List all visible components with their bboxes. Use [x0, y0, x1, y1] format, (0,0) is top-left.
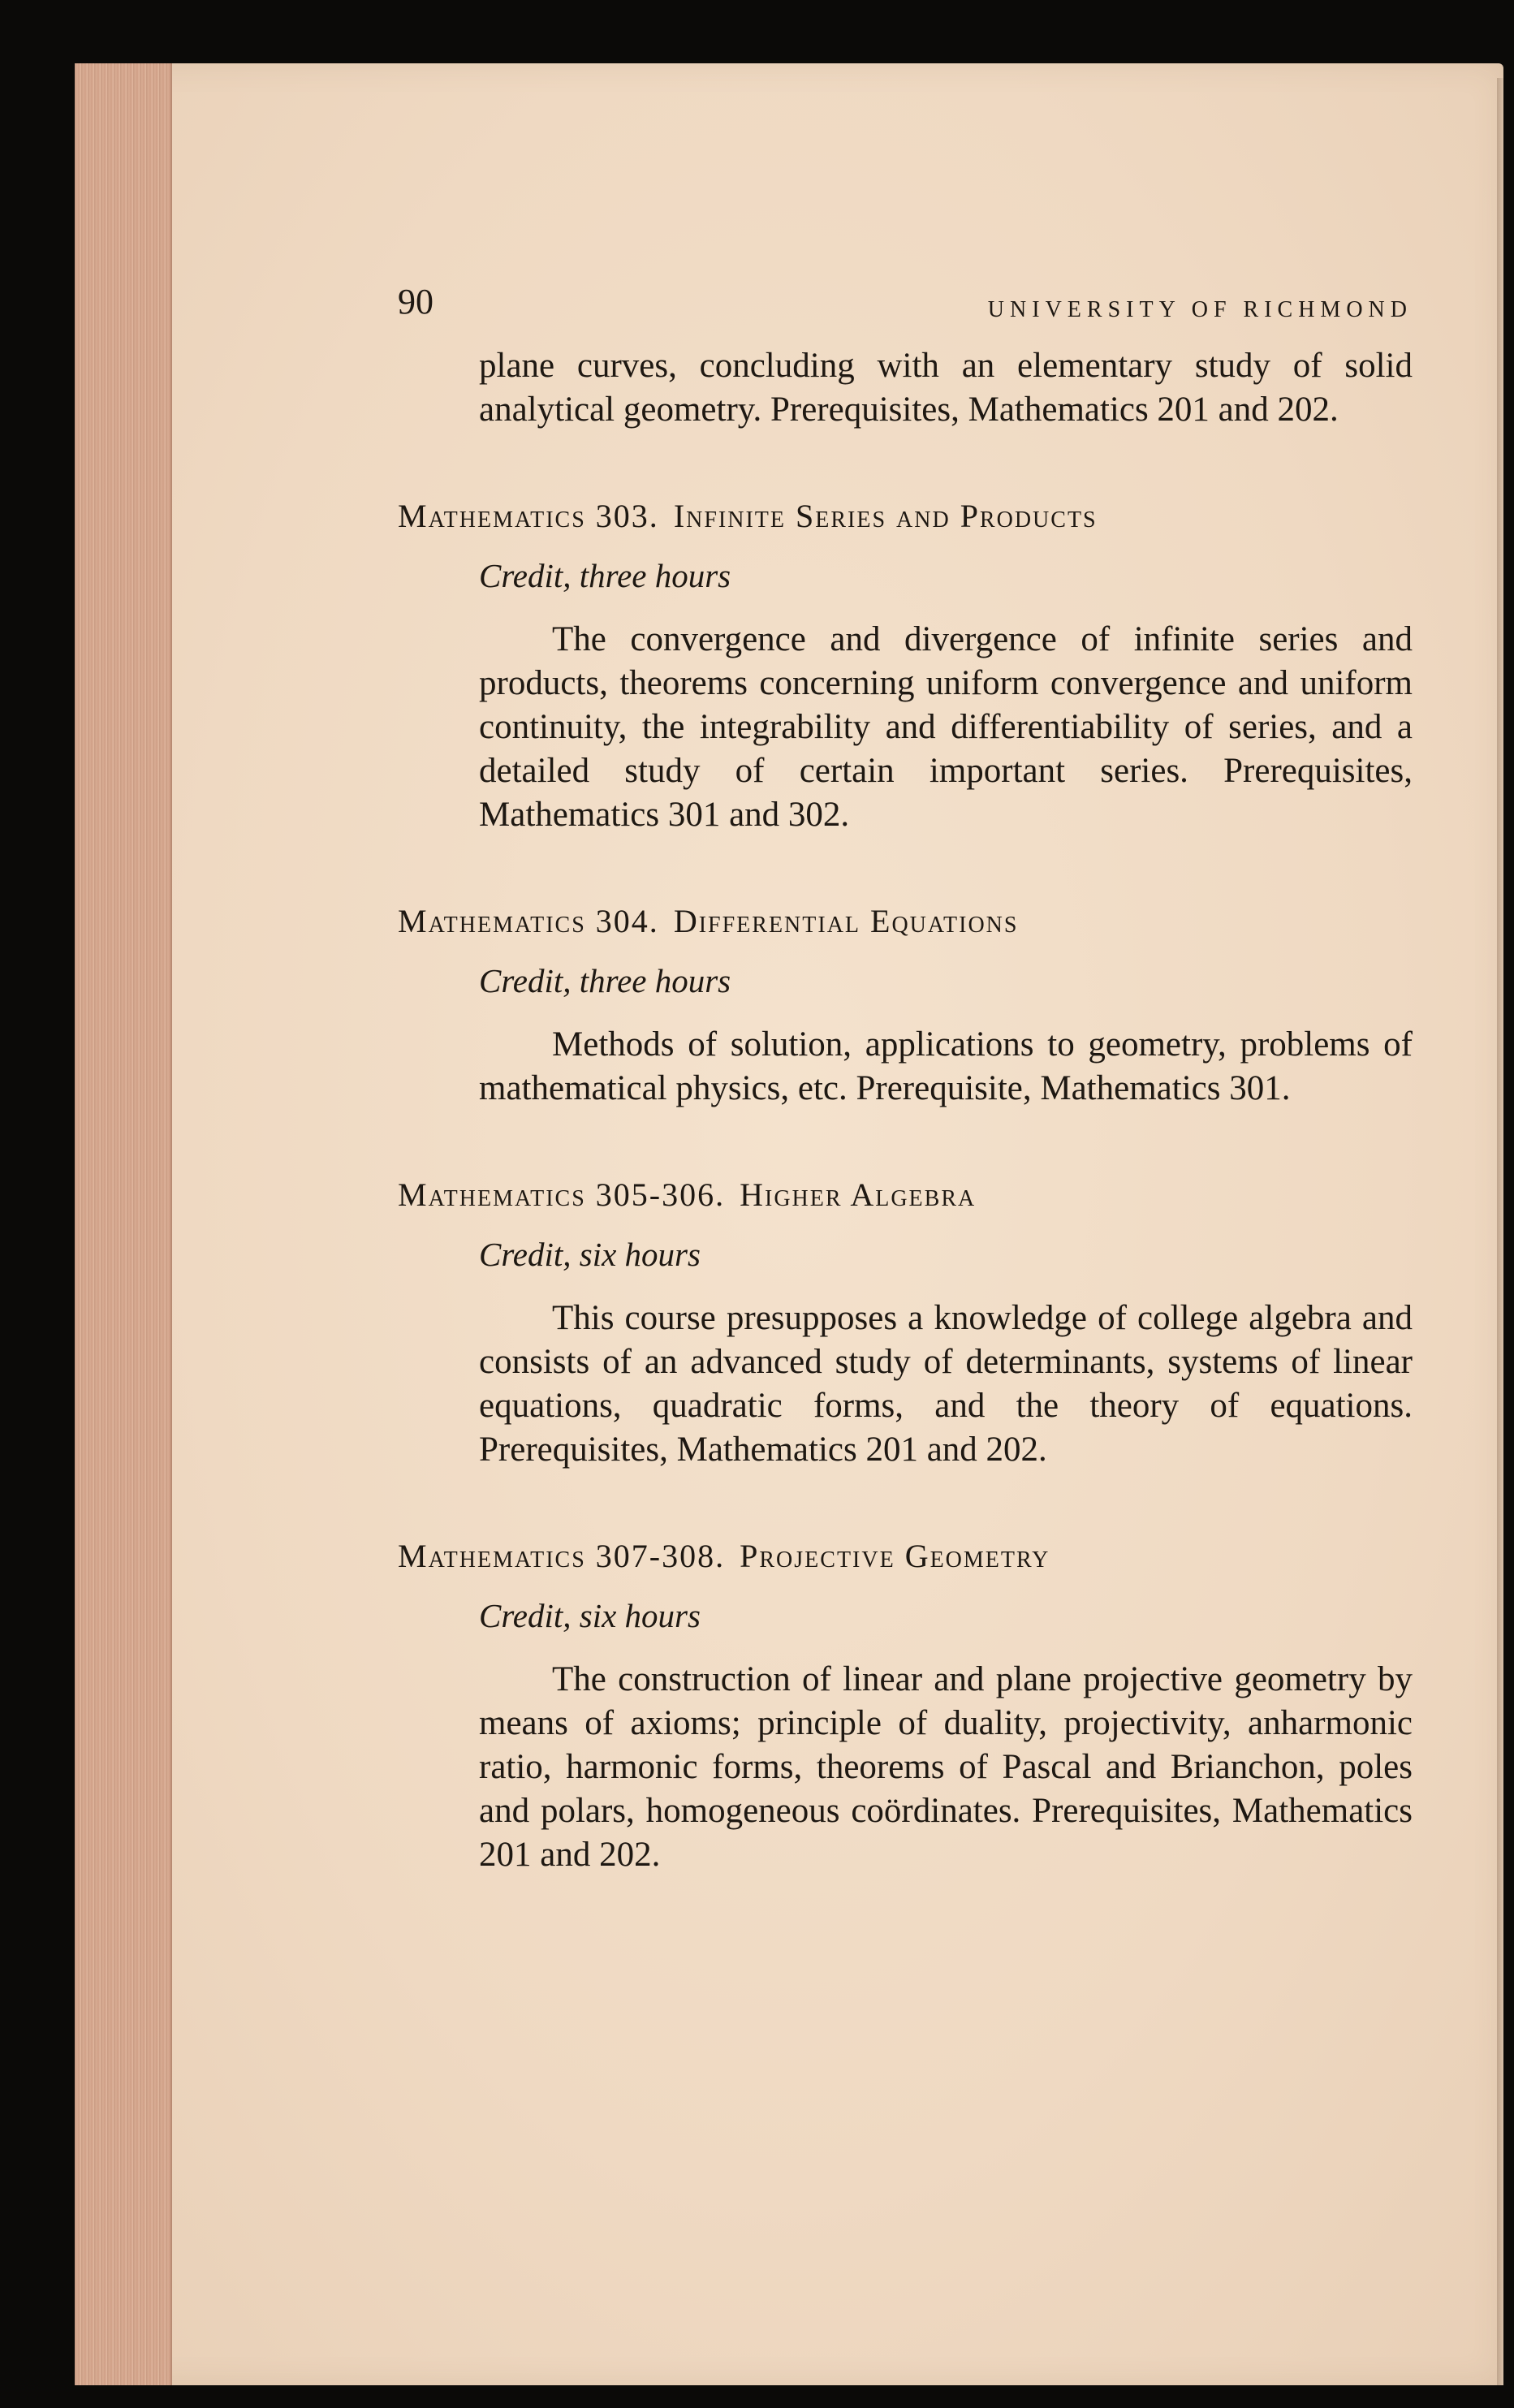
- course-description: This course presupposes a knowledge of college algebra and consists of an advanced study of determinants, systems of linear equations, quadratic forms, and the theory of equations. Prerequisites, Mathematics 201 and 202.: [479, 1299, 1413, 1469]
- course-description: The construction of linear and plane projective geometry by means of axioms; principle of duality, projectivity, anharmonic ratio, harmonic forms, theorems of Pascal and Brianchon, poles and polars, homogeneous coördinates. Prerequisites, Mathematics 201 and 202.: [479, 1660, 1413, 1874]
- page-text-block: [398, 281, 1413, 1877]
- course-heading: [398, 497, 1413, 535]
- course-credit: Credit, three hours: [479, 962, 731, 999]
- course-code: Mathematics 303.: [398, 498, 659, 534]
- running-head-title: UNIVERSITY OF RICHMOND: [987, 297, 1413, 322]
- course-title: Higher Algebra: [740, 1176, 977, 1213]
- course-code: Mathematics 307-308.: [398, 1538, 726, 1574]
- course-description: Methods of solution, applications to geometry, problems of mathematical physics, etc. Prerequisite, Mathematics 301.: [479, 1025, 1413, 1107]
- course-entry: [398, 1537, 1413, 1877]
- course-code: Mathematics 305-306.: [398, 1176, 726, 1213]
- running-head: [398, 281, 1413, 338]
- book-page-edges: [75, 63, 172, 2385]
- course-heading: [398, 902, 1413, 940]
- course-heading: [398, 1176, 1413, 1214]
- course-entry: [398, 497, 1413, 837]
- course-title: Infinite Series and Products: [673, 498, 1098, 534]
- course-description: The convergence and divergence of infinite series and products, theorems concerning uniform convergence and uniform continuity, the integrability and differentiability of series, and a detailed study of certain important series. Prerequisites, Mathematics 301 and 302.: [479, 620, 1413, 834]
- course-credit: Credit, six hours: [479, 1236, 701, 1273]
- course-title: Projective Geometry: [740, 1538, 1050, 1574]
- course-entry: [398, 1176, 1413, 1472]
- course-code: Mathematics 304.: [398, 903, 659, 939]
- course-credit: Credit, six hours: [479, 1597, 701, 1634]
- course-credit: Credit, three hours: [479, 557, 731, 594]
- course-heading: [398, 1537, 1413, 1575]
- opening-paragraph: plane curves, concluding with an elementary study of solid analytical geometry. Prerequisites, Mathematics 201 and 202.: [479, 347, 1413, 429]
- page-number: 90: [398, 282, 433, 321]
- course-entry: [398, 902, 1413, 1111]
- course-title: Differential Equations: [673, 903, 1019, 939]
- page-right-edge: [1497, 78, 1503, 2385]
